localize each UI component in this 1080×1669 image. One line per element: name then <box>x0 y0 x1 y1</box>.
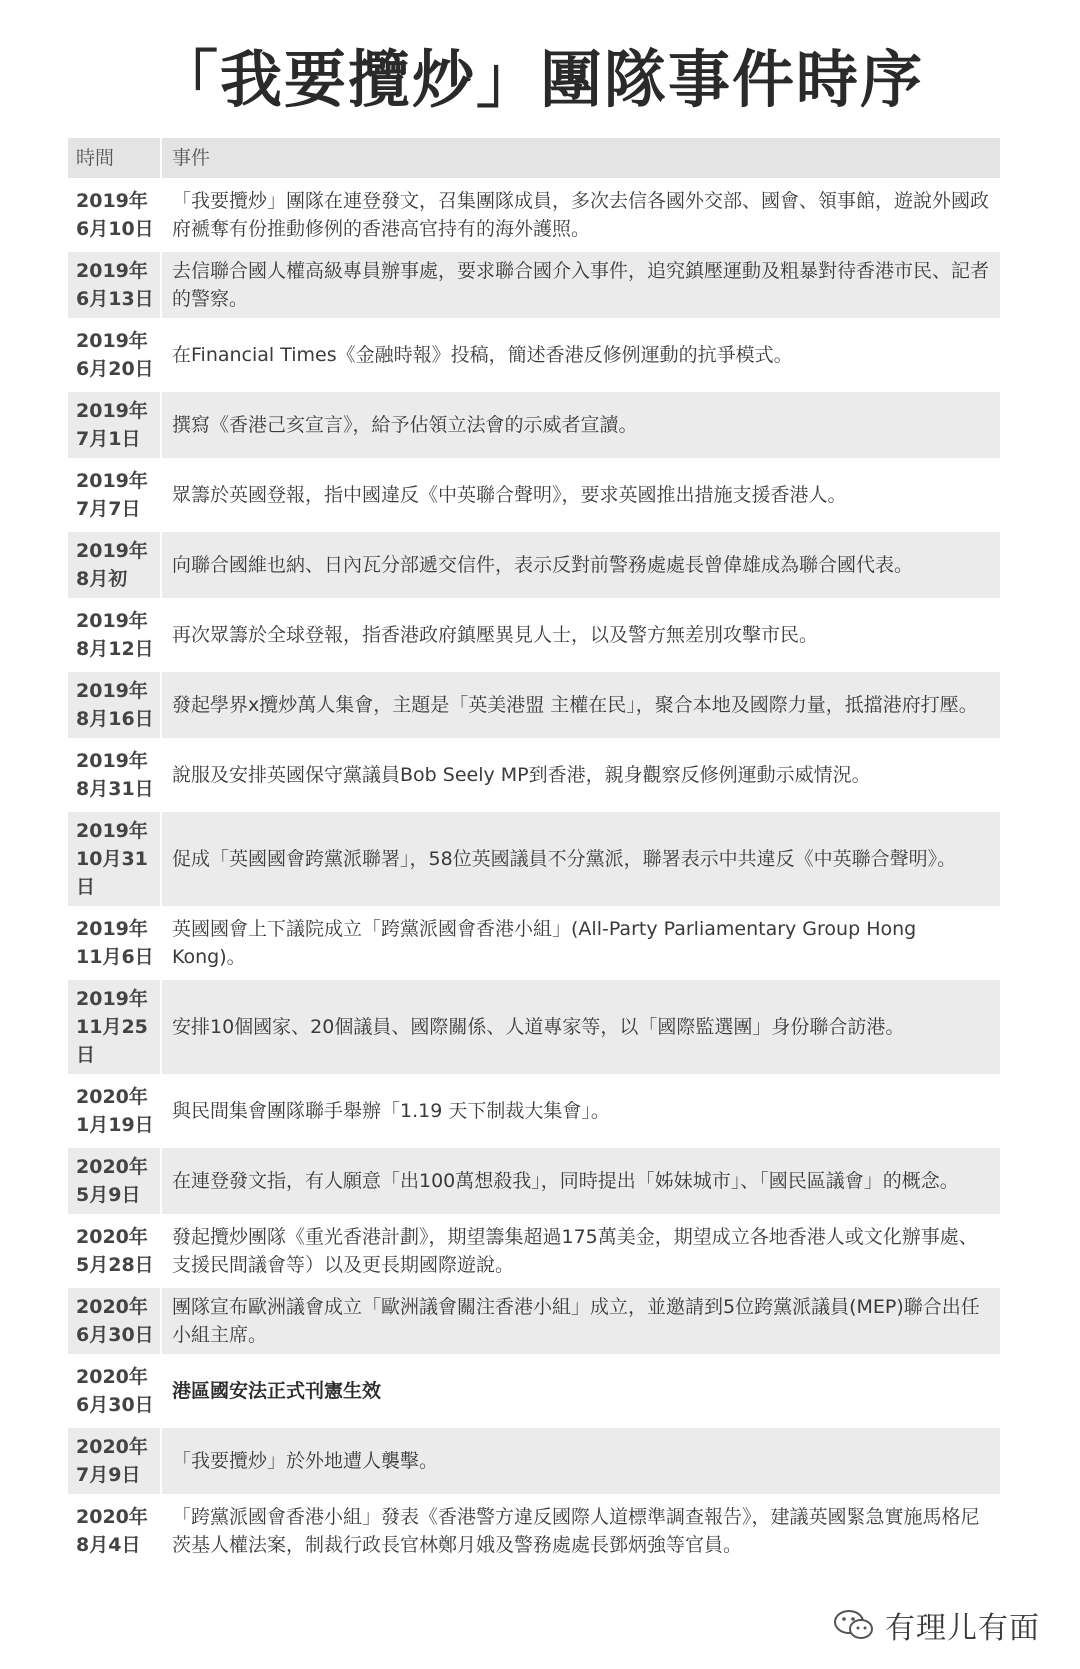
row-event: 發起學界x攬炒萬人集會，主題是「英美港盟 主權在民」，聚合本地及國際力量，抵擋港府打壓。 <box>172 694 978 716</box>
row-event: 英國國會上下議院成立「跨黨派國會香港小組」(All-Party Parliamentary Group Hong Kong)。 <box>172 918 917 968</box>
table-row <box>68 462 1000 528</box>
row-time: 2019年7月1日 <box>68 392 162 458</box>
row-event: 在Financial Times《金融時報》投稿，簡述香港反修例運動的抗爭模式。 <box>172 344 793 366</box>
row-event: 「我要攬炒」於外地遭人襲擊。 <box>172 1450 439 1472</box>
row-time: 2020年6月30日 <box>68 1358 162 1424</box>
table-row <box>68 322 1000 388</box>
table-row <box>68 1078 1000 1144</box>
row-time: 2019年6月20日 <box>68 322 162 388</box>
row-time: 2020年1月19日 <box>68 1078 162 1144</box>
row-event: 安排10個國家、20個議員、國際關係、人道專家等，以「國際監選團」身份聯合訪港。 <box>172 1016 905 1038</box>
row-event: 「跨黨派國會香港小組」發表《香港警方違反國際人道標準調查報告》，建議英國緊急實施馬格尼茨基人權法案，制裁行政長官林鄭月娥及警務處處長鄧炳強等官員。 <box>172 1506 980 1556</box>
row-time: 2019年6月13日 <box>68 252 162 318</box>
table-row <box>68 980 1000 1074</box>
table-row <box>68 1218 1000 1284</box>
header-event: 事件 <box>172 147 211 169</box>
table-row <box>68 602 1000 668</box>
row-event: 港區國安法正式刊憲生效 <box>172 1380 382 1402</box>
timeline-table <box>68 138 1000 1568</box>
header-time: 時間 <box>68 138 162 178</box>
row-time: 2020年5月9日 <box>68 1148 162 1214</box>
row-event: 團隊宣布歐洲議會成立「歐洲議會關注香港小組」成立，並邀請到5位跨黨派議員(MEP)聯合出任小組主席。 <box>172 1296 980 1346</box>
table-row <box>68 672 1000 738</box>
row-time: 2019年6月10日 <box>68 182 162 248</box>
table-row <box>68 1288 1000 1354</box>
row-event: 發起攬炒團隊《重光香港計劃》，期望籌集超過175萬美金，期望成立各地香港人或文化辦事處、支援民間議會等）以及更長期國際遊說。 <box>172 1226 978 1276</box>
row-time: 2019年11月25日 <box>68 980 162 1074</box>
table-row <box>68 742 1000 808</box>
table-header <box>68 138 1000 178</box>
table-row <box>68 1148 1000 1214</box>
row-event: 去信聯合國人權高級專員辦事處，要求聯合國介入事件，追究鎮壓運動及粗暴對待香港市民、記者的警察。 <box>172 260 990 310</box>
page-title: 「我要攬炒」團隊事件時序 <box>155 43 924 116</box>
row-event: 撰寫《香港己亥宣言》，給予佔領立法會的示威者宣讀。 <box>172 414 638 436</box>
wechat-icon <box>833 1608 875 1642</box>
row-time: 2019年8月初 <box>68 532 162 598</box>
watermark-text: 有理儿有面 <box>885 1611 1040 1646</box>
row-time: 2020年5月28日 <box>68 1218 162 1284</box>
table-row <box>68 1428 1000 1494</box>
table-row <box>68 910 1000 976</box>
watermark <box>833 1603 1040 1647</box>
row-event: 說服及安排英國保守黨議員Bob Seely MP到香港，親身觀察反修例運動示威情況。 <box>172 764 871 786</box>
row-event: 向聯合國維也納、日內瓦分部遞交信件，表示反對前警務處處長曾偉雄成為聯合國代表。 <box>172 554 914 576</box>
row-event: 眾籌於英國登報，指中國違反《中英聯合聲明》，要求英國推出措施支援香港人。 <box>172 484 847 506</box>
row-time: 2020年6月30日 <box>68 1288 162 1354</box>
row-time: 2019年7月7日 <box>68 462 162 528</box>
table-row <box>68 1498 1000 1564</box>
table-row <box>68 182 1000 248</box>
row-time: 2019年11月6日 <box>68 910 162 976</box>
row-time: 2019年8月31日 <box>68 742 162 808</box>
row-time: 2020年7月9日 <box>68 1428 162 1494</box>
table-row <box>68 532 1000 598</box>
table-row <box>68 812 1000 906</box>
table-body <box>68 182 1000 1564</box>
table-row <box>68 252 1000 318</box>
row-event: 促成「英國國會跨黨派聯署」，58位英國議員不分黨派，聯署表示中共違反《中英聯合聲明》。 <box>172 848 957 870</box>
row-event: 再次眾籌於全球登報，指香港政府鎮壓異見人士，以及警方無差別攻擊市民。 <box>172 624 819 646</box>
row-time: 2019年10月31日 <box>68 812 162 906</box>
table-row <box>68 1358 1000 1424</box>
row-time: 2020年8月4日 <box>68 1498 162 1564</box>
table-row <box>68 392 1000 458</box>
row-time: 2019年8月12日 <box>68 602 162 668</box>
row-event: 在連登發文指，有人願意「出100萬想殺我」，同時提出「姊妹城市」、「國民區議會」的概念。 <box>172 1170 959 1192</box>
row-event: 「我要攬炒」團隊在連登發文，召集團隊成員，多次去信各國外交部、國會、領事館，遊說外國政府褫奪有份推動修例的香港高官持有的海外護照。 <box>172 190 990 240</box>
row-time: 2019年8月16日 <box>68 672 162 738</box>
row-event: 與民間集會團隊聯手舉辦「1.19 天下制裁大集會」。 <box>172 1100 610 1122</box>
